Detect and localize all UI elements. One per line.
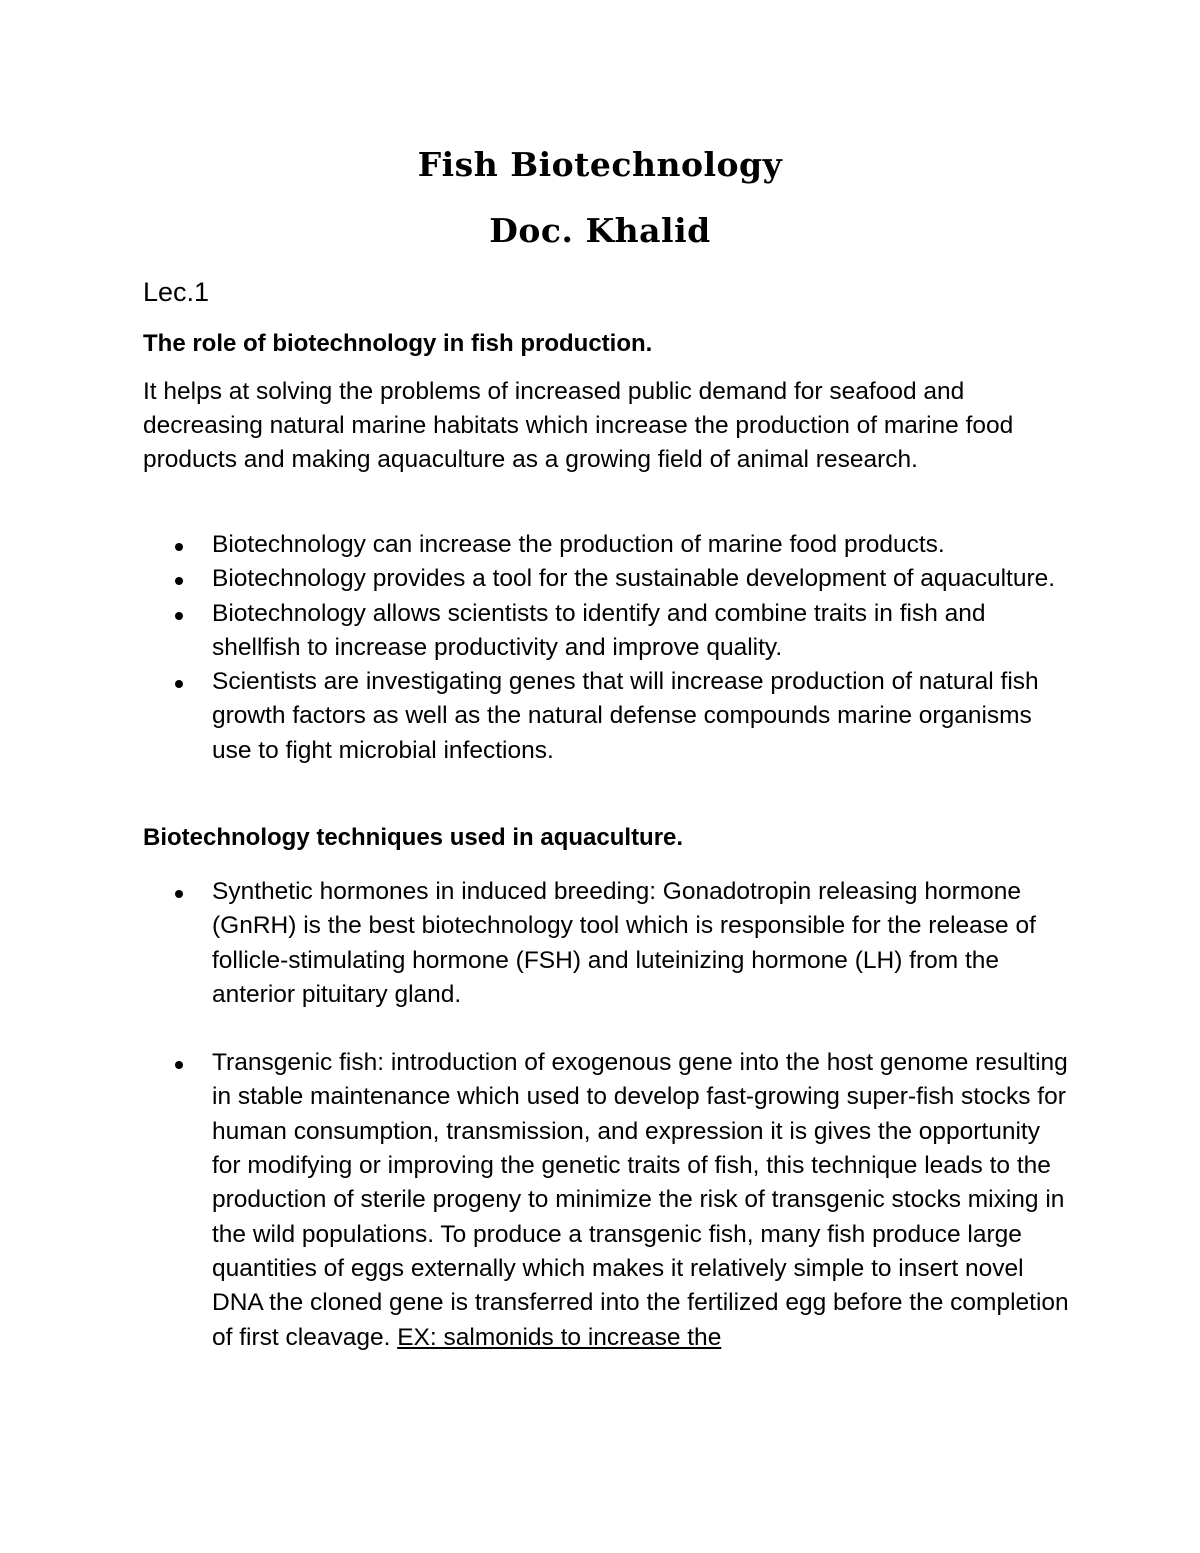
list-item-text: Biotechnology provides a tool for the sustainable development of aquaculture. bbox=[212, 565, 1056, 593]
list-item-text: Biotechnology can increase the production of marine food products. bbox=[212, 531, 945, 558]
list-item bbox=[143, 528, 1073, 562]
bullet-icon bbox=[175, 680, 183, 688]
bullet-icon bbox=[175, 543, 183, 551]
lecture-number: Lec.1 bbox=[143, 277, 210, 307]
list-item bbox=[143, 597, 1073, 666]
bullet-icon bbox=[175, 612, 183, 620]
techniques-bullet-list bbox=[143, 875, 1073, 1355]
list-item-text: Scientists are investigating genes that will increase production of natural fish growth factors as well as the natural defense compounds marine organisms use to fight microbial infections. bbox=[212, 668, 1039, 764]
example-text: EX: salmonids to increase the bbox=[397, 1323, 722, 1351]
document-author: Doc. Khalid bbox=[489, 211, 711, 250]
list-item bbox=[143, 562, 1073, 596]
document-title: Fish Biotechnology bbox=[417, 145, 783, 184]
section-heading-role: The role of biotechnology in fish production. bbox=[143, 330, 653, 357]
list-item-text: Transgenic fish: introduction of exogenous gene into the host genome resulting in stable maintenance which used to develop fast-growing super-fish stocks for human consumption, transmission, and expression it is gives the opportunity for modifying or improving the genetic traits of fish, this technique leads to the production of sterile progeny to minimize the risk of transgenic stocks mixing in the wild populations. To produce a transgenic fish, many fish produce large quantities of eggs externally which makes it relatively simple to insert novel DNA the cloned gene is transferred into the fertilized egg before the completion of first cleavage. bbox=[212, 1049, 1069, 1351]
list-item-text: Synthetic hormones in induced breeding: Gonadotropin releasing hormone (GnRH) is the best biotechnology tool which is responsible for the release of follicle-stimulating hormone (FSH) and luteinizing hormone (LH) from the anterior pituitary gland. bbox=[212, 878, 1036, 1008]
bullet-icon bbox=[175, 577, 183, 585]
bullet-icon bbox=[175, 890, 183, 898]
list-item bbox=[143, 665, 1073, 768]
list-item bbox=[143, 1046, 1073, 1355]
role-bullet-list bbox=[143, 528, 1073, 768]
bullet-icon bbox=[175, 1061, 183, 1069]
section-heading-techniques: Biotechnology techniques used in aquaculture. bbox=[143, 824, 684, 851]
intro-paragraph: It helps at solving the problems of increased public demand for seafood and decreasing natural marine habitats which increase the production of marine food products and making aquaculture as a growing field of animal research. bbox=[143, 378, 1014, 473]
list-item-text: Biotechnology allows scientists to identify and combine traits in fish and shellfish to increase productivity and improve quality. bbox=[212, 599, 986, 661]
list-item bbox=[143, 875, 1073, 1012]
